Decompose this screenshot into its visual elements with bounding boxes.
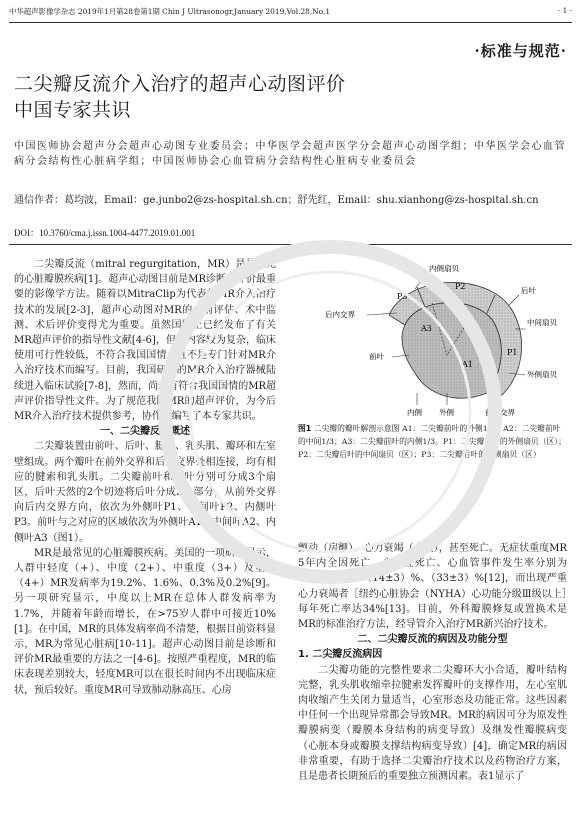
author-groups: 中国医师协会超声分会超声心动图专业委员会；中华医学会超声医学分会超声心动图学组；中华医学会心血管病分会结构性心脏病学组；中国医师协会心血管病分会结构性心脏病专业委员会 bbox=[14, 141, 566, 167]
right-paragraph-continued: 颤动（房颤）、心力衰竭（心衰），甚至死亡。无症状重度MR 5年内全因死亡、心脏性死亡、心血管事件发生率分别为（22±3）%、（14±3）%、（33±3）%[12]，而出现严重心力衰竭者［纽约心脏协会（NYHA）心功能分级Ⅲ级以上］每年死亡率达34%[13]。目前，外科瓣膜修复或置换术是MR的标准治疗方法，经导管介入治疗MR新兴治疗技术。 bbox=[298, 543, 567, 631]
anterior-leaflet-texture bbox=[402, 303, 501, 398]
label-middle-scallop-1: 中间扇贝 bbox=[527, 318, 557, 327]
anterior-commissure-dot bbox=[491, 393, 494, 396]
section2-subheading: 1. 二尖瓣反流病因 bbox=[298, 649, 383, 661]
label-inner-scallop: 内侧扇贝 bbox=[429, 264, 459, 273]
correspondence: 通信作者：葛均波，Email：ge.junbo2@zs-hospital.sh.cn；舒先红，Email：shu.xianhong@zs-hospital.sh.cn bbox=[14, 195, 539, 206]
title-line-2: 中国专家共识 bbox=[14, 99, 132, 121]
label-anterior-outer-commissure: 前外交界 bbox=[485, 408, 515, 417]
label-A3: A3 bbox=[421, 324, 432, 333]
page-number: · 1 · bbox=[557, 6, 572, 15]
mitral-valve-figure bbox=[297, 255, 570, 418]
label-posterior-leaflet: 后叶 bbox=[521, 286, 536, 295]
intro-paragraph: 二尖瓣反流（mitral regurgitation，MR）是最常见的心脏瓣膜疾病[1]。超声心动图目前是MR诊断和评价最重要的影像学方法。随着以MitraClip为代表的MR介入治疗技术的发展[2-3]，超声心动图对MR的术前评估、术中监测、术后评价变得尤为重要。虽然国际上已经发布了有关MR超声评价的指导性文献[4-6]，但其内容较为复杂，临床使用可行性较低，不符合我国国情，且不是专门针对MR介入治疗技术而编写。目前，我国研发的MR介入治疗器械陆续进入临床试验[7-8]，然而，尚未有符合我国国情的MR超声评价指导性文件。为了规范我国MR的超声评价，为今后MR介入治疗技术提供参考，协作组编写了本专家共识。 bbox=[14, 259, 276, 423]
label-inner-side: 内侧 bbox=[407, 408, 422, 417]
label-A2: A2 bbox=[457, 310, 468, 319]
label-P3: P3 bbox=[397, 292, 408, 301]
label-anterior-leaflet: 前叶 bbox=[369, 352, 384, 361]
figure-caption bbox=[298, 422, 568, 461]
label-outer-side: 外侧 bbox=[439, 408, 454, 417]
caption-label: 图1 bbox=[298, 424, 312, 433]
doi: DOI：10.3760/cma.j.issn.1004-4477.2019.01.001 bbox=[14, 228, 196, 238]
label-P2: P2 bbox=[455, 282, 466, 291]
right-column bbox=[298, 541, 567, 784]
running-header bbox=[9, 6, 572, 20]
journal-header: 中华超声影像学杂志 2019年1月第28卷第1期 Chin J Ultrasonogr,January 2019,Vol.28,No.1 bbox=[9, 7, 331, 16]
abstract-rule bbox=[9, 244, 572, 245]
label-posterior-inner-commissure: 后内交界 bbox=[325, 310, 355, 319]
section2-paragraph-1: 二尖瓣功能的完整性要求二尖瓣环大小合适，瓣叶结构完整，乳头肌收缩牵拉腱索发挥瓣叶的支撑作用，左心室肌肉收缩产生关闭力量适当，心室形态及功能正常。这些因素中任何一个出现异常都会导致MR。MR的病因可分为原发性瓣膜病变（瓣膜本身结构的病变导致）及继发性瓣膜病变（心脏本身或瓣膜支撑结构病变导致）[4]，确定MR的病因非常重要，有助于选择二尖瓣治疗技术以及药物治疗方案，且是患者长期预后的重要独立预测因素。表1显示了 bbox=[298, 664, 567, 783]
caption-text: 二尖瓣的瓣叶解剖示意图 A1：二尖瓣前叶的外侧1/3；A2：二尖瓣前叶的中间1/3；A3：二尖瓣前叶的内侧1/3。P1：二尖瓣后叶的外侧扇贝（区）；P2：二尖瓣后叶的中间扇贝（区）；P3：二尖瓣后叶的内侧扇贝（区） bbox=[298, 424, 567, 459]
section2-heading: 二、二尖瓣反流的病因及功能分型 bbox=[357, 634, 508, 646]
label-P1: P1 bbox=[507, 348, 518, 357]
section-tag: ·标准与规范· bbox=[474, 42, 567, 60]
section1-heading: 一、二尖瓣反流概述 bbox=[100, 426, 190, 438]
label-A1: A1 bbox=[462, 360, 473, 369]
section1-paragraph-2: MR是最常见的心脏瓣膜疾病。美国的一项研究显示，人群中轻度（+）、中度（2+）、中重度（3+）及重度（4+）MR发病率为19.2%、1.6%、0.3%及0.2%[9]。另一项研究显示，中度以上MR在总体人群发病率为1.7%，并随着年龄而增长，在>75岁人群中可接近10%[1]。在中国，MR的具体发病率尚不清楚，根据目前资料显示，MR为常见心脏病[10-11]。超声心动图目前是诊断和评价MR最重要的方法之一[4-6]。按照严重程度，MR的临床表现差别较大，轻度MR可以在很长时间内不出现临床症状，预后较好。重度MR可导致肺动脉高压、心房 bbox=[14, 547, 276, 696]
title-line-1: 二尖瓣反流介入治疗的超声心动图评价 bbox=[14, 73, 346, 95]
label-outer-scallop: 外侧扇贝 bbox=[527, 370, 557, 379]
article-title bbox=[14, 71, 346, 123]
left-column bbox=[14, 257, 276, 698]
section1-paragraph-1: 二尖瓣装置由前叶、后叶、腱索、乳头肌、瓣环和左室壁组成。两个瓣叶在前外交界和后内交界处相连接，均有相应的腱索和乳头肌。二尖瓣前叶和后叶分别可分成3个扇区，后叶天然的2个切迹将后叶分成3个部分，从前外交界向后内交界方向，依次为外侧叶P1、中间叶P2、内侧叶P3。前叶与之对应的区域依次为外侧叶A1、中间叶A2、内侧叶A3（图1）。 bbox=[14, 441, 276, 544]
header-rule bbox=[9, 22, 572, 23]
